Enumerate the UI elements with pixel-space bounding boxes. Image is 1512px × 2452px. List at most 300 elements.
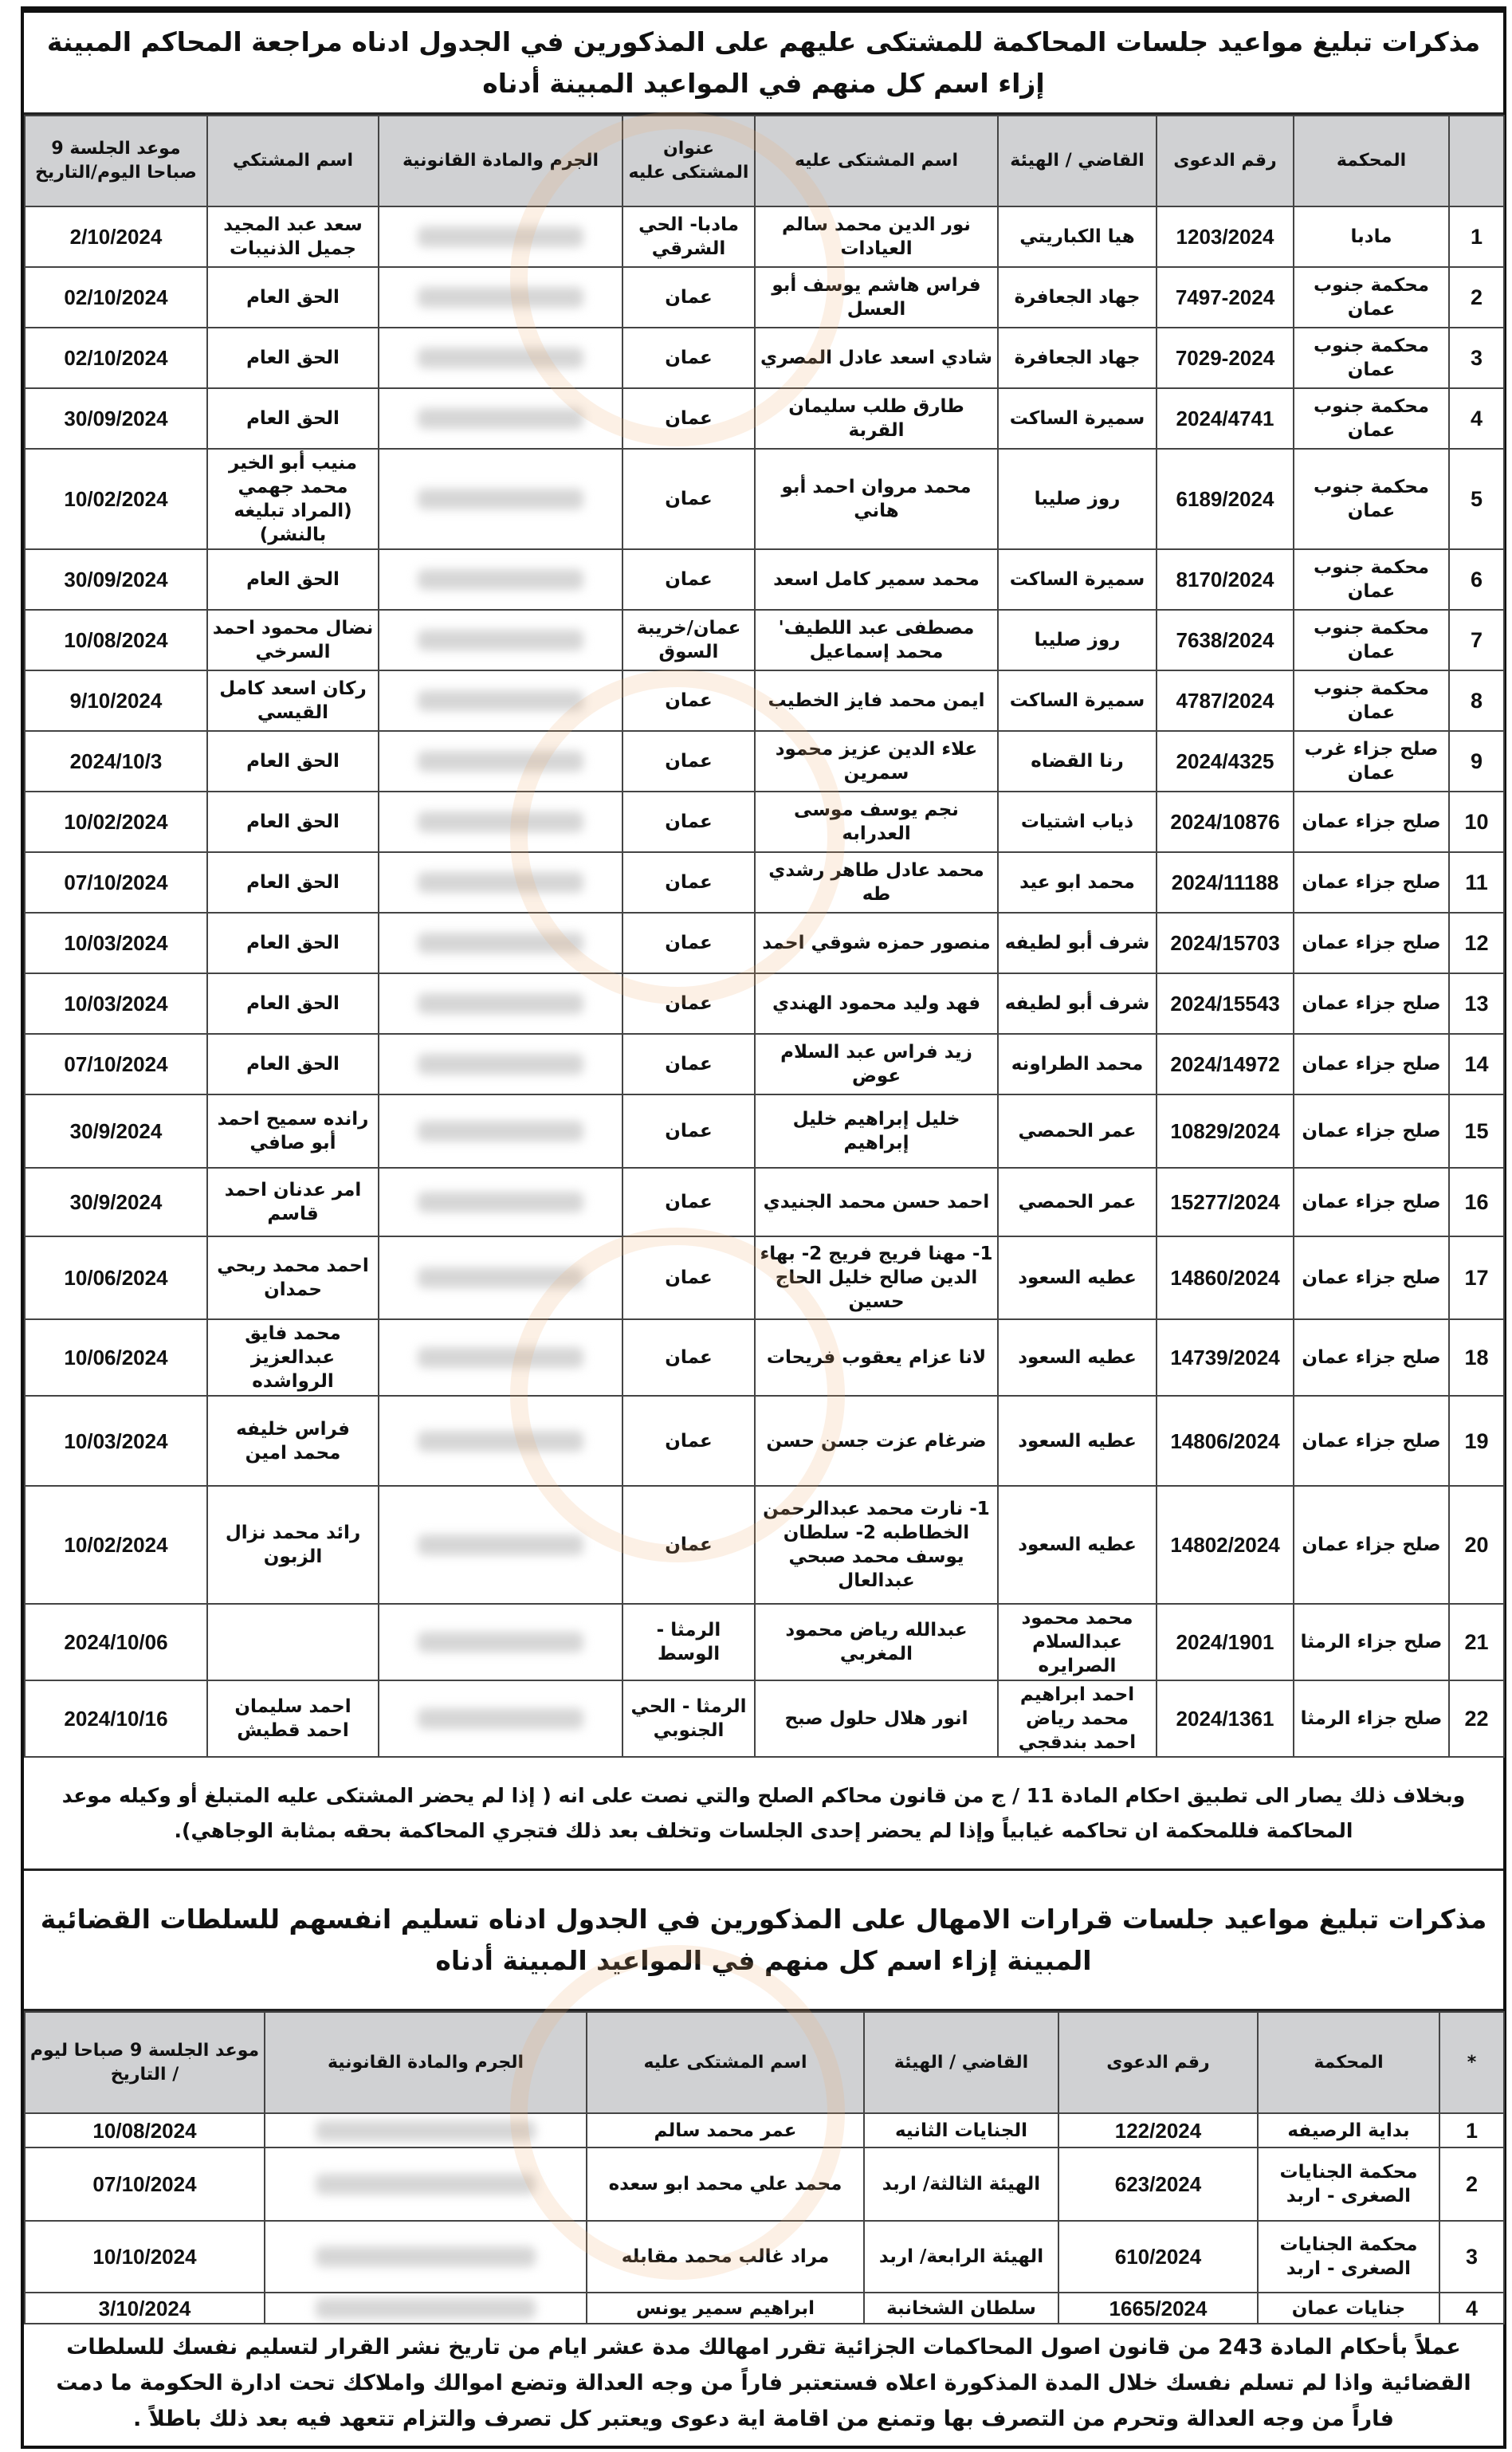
table-cell: الجنايات الثانيه	[864, 2113, 1058, 2147]
redaction-blur	[418, 630, 583, 650]
redaction-blur	[418, 1054, 583, 1075]
table-cell: منيب أبو الخير محمد جهمي (المراد تبليغه بالنشر)	[207, 449, 379, 549]
table-cell: 11	[1449, 852, 1504, 913]
redaction-blur	[418, 569, 583, 590]
redacted-cell	[379, 792, 622, 852]
table-row	[25, 731, 1504, 792]
redacted-cell	[379, 206, 622, 267]
table-cell: طارق طلب سليمان القربة	[755, 388, 998, 449]
table-row	[25, 1396, 1504, 1486]
table-cell: 2024/4325	[1157, 731, 1294, 792]
redacted-cell	[379, 1168, 622, 1236]
table-cell: عمان	[622, 792, 755, 852]
table-cell: 10/02/2024	[25, 449, 207, 549]
table-cell: 4	[1449, 388, 1504, 449]
table-cell: انور هلال حلول صبح	[755, 1680, 998, 1757]
table-cell: 10829/2024	[1157, 1094, 1294, 1168]
table-cell: عمان	[622, 1094, 755, 1168]
table-row	[25, 267, 1504, 328]
table-cell: 1665/2024	[1058, 2293, 1258, 2324]
table-cell: شادي اسعد عادل المصري	[755, 328, 998, 388]
table-cell: 14802/2024	[1157, 1486, 1294, 1604]
redaction-blur	[418, 933, 583, 953]
table-row	[25, 973, 1504, 1034]
table-cell: عمان	[622, 670, 755, 731]
table-cell: مادبا- الحي الشرقي	[622, 206, 755, 267]
redacted-cell	[379, 731, 622, 792]
table-cell: خليل إبراهيم خليل إبراهيم	[755, 1094, 998, 1168]
table-cell: عمان	[622, 731, 755, 792]
table-cell: 07/10/2024	[25, 2147, 265, 2221]
table-row	[25, 549, 1504, 610]
table-cell: عمان	[622, 1396, 755, 1486]
table-cell: 15	[1449, 1094, 1504, 1168]
table-cell: سلطان الشخانبة	[864, 2293, 1058, 2324]
table-cell: 13	[1449, 973, 1504, 1034]
column-header: المحكمة	[1258, 2012, 1439, 2113]
table-cell: 30/9/2024	[25, 1168, 207, 1236]
table-cell: الحق العام	[207, 852, 379, 913]
table-cell: 2024/11188	[1157, 852, 1294, 913]
table-cell: 2024/1361	[1157, 1680, 1294, 1757]
table-cell: 14739/2024	[1157, 1319, 1294, 1396]
redaction-blur	[418, 993, 583, 1014]
table-row	[25, 1034, 1504, 1094]
table-row	[25, 852, 1504, 913]
table-cell: روز صليبا	[998, 449, 1157, 549]
table-row	[25, 1236, 1504, 1319]
table-cell: 2	[1439, 2147, 1504, 2221]
table-cell: 7	[1449, 610, 1504, 670]
table-cell: 2024/1901	[1157, 1604, 1294, 1680]
table-cell: صلح جزاء عمان	[1294, 1168, 1449, 1236]
column-header: *	[1439, 2012, 1504, 2113]
table-cell: محكمة جنوب عمان	[1294, 610, 1449, 670]
table-cell: 10/03/2024	[25, 973, 207, 1034]
table-cell: محمد عادل طاهر رشدي طه	[755, 852, 998, 913]
table-cell: 19	[1449, 1396, 1504, 1486]
table-cell: 14806/2024	[1157, 1396, 1294, 1486]
table-cell: نور الدين محمد سالم العيادات	[755, 206, 998, 267]
table-cell: 16	[1449, 1168, 1504, 1236]
table-cell: محكمة جنوب عمان	[1294, 328, 1449, 388]
section1-title: مذكرات تبليغ مواعيد جلسات المحاكمة للمشتكى عليهم على المذكورين في الجدول ادناه مراجعة المحاكم المبينة إزاء اسم كل منهم في المواعيد المبينة أدناه	[24, 13, 1503, 115]
table-cell: الحق العام	[207, 267, 379, 328]
table-cell: 8	[1449, 670, 1504, 731]
table-cell: لانا عزام يعقوب فريحات	[755, 1319, 998, 1396]
table-cell: الهيئة الثالثة/ اربد	[864, 2147, 1058, 2221]
table-cell: 8170/2024	[1157, 549, 1294, 610]
redaction-blur	[418, 408, 583, 429]
table-cell: عطيه السعود	[998, 1486, 1157, 1604]
table-cell: فراس خليفه محمد امين	[207, 1396, 379, 1486]
table-cell: محمد ابو عيد	[998, 852, 1157, 913]
table-cell: محمد محمود عبدالسلام الصرايره	[998, 1604, 1157, 1680]
redacted-cell	[379, 1034, 622, 1094]
redaction-blur	[418, 1192, 583, 1212]
table-cell: 10	[1449, 792, 1504, 852]
table-row	[25, 1319, 1504, 1396]
table-cell: عمر الحمصي	[998, 1094, 1157, 1168]
table-cell: 22	[1449, 1680, 1504, 1757]
table-cell: 2024/10/3	[25, 731, 207, 792]
redaction-blur	[316, 2246, 536, 2267]
table-cell: عمان	[622, 973, 755, 1034]
redacted-cell	[379, 1680, 622, 1757]
table-row	[25, 670, 1504, 731]
table-cell: عطيه السعود	[998, 1319, 1157, 1396]
table-row	[25, 1680, 1504, 1757]
table-cell: عمان	[622, 1168, 755, 1236]
table-cell: الرمثا - الحي الجنوبي	[622, 1680, 755, 1757]
redacted-cell	[379, 852, 622, 913]
table-cell: 07/10/2024	[25, 1034, 207, 1094]
table-cell: الهيئة الرابعة/ اربد	[864, 2221, 1058, 2293]
table-cell: 1- نارت محمد عبدالرحمن الخطاطبه 2- سلطان يوسف محمد صبحي عبدالعال	[755, 1486, 998, 1604]
table-cell: جهاد الجعافرة	[998, 328, 1157, 388]
table-row	[25, 388, 1504, 449]
hearings-table	[24, 115, 1505, 1758]
table-cell: صلح جزاء عمان	[1294, 913, 1449, 973]
table-cell: نجم يوسف موسى العدرابه	[755, 792, 998, 852]
column-header: موعد الجلسة 9 صباحا ليوم / التاريخ	[25, 2012, 265, 2113]
table-cell: احمد سليمان احمد قطيش	[207, 1680, 379, 1757]
table-cell: صلح جزاء عمان	[1294, 1034, 1449, 1094]
column-header	[1449, 116, 1504, 206]
redaction-blur	[316, 2120, 536, 2141]
table-cell: محكمة جنوب عمان	[1294, 267, 1449, 328]
table-cell: محكمة جنوب عمان	[1294, 549, 1449, 610]
table-cell: سميرة الساكت	[998, 388, 1157, 449]
redacted-cell	[379, 1236, 622, 1319]
table-row	[25, 792, 1504, 852]
table-cell: 122/2024	[1058, 2113, 1258, 2147]
redaction-blur	[418, 751, 583, 772]
table-cell: الحق العام	[207, 1034, 379, 1094]
redaction-blur	[418, 1632, 583, 1652]
redacted-cell	[379, 388, 622, 449]
table-cell: الحق العام	[207, 549, 379, 610]
table-cell: 20	[1449, 1486, 1504, 1604]
table-cell: احمد حسن محمد الجنيدي	[755, 1168, 998, 1236]
table-cell: صلح جزاء غرب عمان	[1294, 731, 1449, 792]
table-row	[25, 2147, 1504, 2221]
table-cell: 2024/10/06	[25, 1604, 207, 1680]
table-cell: جنايات عمان	[1258, 2293, 1439, 2324]
table-cell: الحق العام	[207, 388, 379, 449]
table-cell: محكمة الجنايات الصغرى - اربد	[1258, 2147, 1439, 2221]
table-cell: منصور حمزه شوقي احمد	[755, 913, 998, 973]
table-cell: الحق العام	[207, 731, 379, 792]
table-cell: 9	[1449, 731, 1504, 792]
table-cell: الحق العام	[207, 913, 379, 973]
table-cell: امر عدنان احمد قاسم	[207, 1168, 379, 1236]
column-header: القاضي / الهيئة	[998, 116, 1157, 206]
table-cell: 18	[1449, 1319, 1504, 1396]
table-cell: 2	[1449, 267, 1504, 328]
table-cell: عطيه السعود	[998, 1396, 1157, 1486]
table-cell: 02/10/2024	[25, 328, 207, 388]
table-cell: الحق العام	[207, 973, 379, 1034]
notice-page	[21, 6, 1506, 2449]
table-cell: 30/09/2024	[25, 549, 207, 610]
column-header: اسم المشتكى عليه	[587, 2012, 864, 2113]
table-cell: عمر الحمصي	[998, 1168, 1157, 1236]
table-cell: 14860/2024	[1157, 1236, 1294, 1319]
table-cell: روز صليبا	[998, 610, 1157, 670]
table-cell: 12	[1449, 913, 1504, 973]
table-cell: 3	[1449, 328, 1504, 388]
column-header: القاضي / الهيئة	[864, 2012, 1058, 2113]
table-cell: 30/09/2024	[25, 388, 207, 449]
table-cell: سميرة الساكت	[998, 670, 1157, 731]
table-cell: صلح جزاء عمان	[1294, 1094, 1449, 1168]
redacted-cell	[265, 2221, 587, 2293]
table-cell: جهاد الجعافرة	[998, 267, 1157, 328]
table-cell: احمد ابراهيم محمد رياض احمد بندقجي	[998, 1680, 1157, 1757]
table-row	[25, 206, 1504, 267]
table-cell: عمان	[622, 1319, 755, 1396]
table-cell: صلح جزاء عمان	[1294, 792, 1449, 852]
table-row	[25, 2113, 1504, 2147]
table-row	[25, 1168, 1504, 1236]
table-cell: بداية الرصيفه	[1258, 2113, 1439, 2147]
column-header: موعد الجلسة 9 صباحا اليوم/التاريخ	[25, 116, 207, 206]
table-cell: صلح جزاء عمان	[1294, 1236, 1449, 1319]
table-cell: عمان/خريبة السوق	[622, 610, 755, 670]
table-cell: 10/06/2024	[25, 1319, 207, 1396]
table-row	[25, 1604, 1504, 1680]
table-cell: محكمة جنوب عمان	[1294, 449, 1449, 549]
table-cell: صلح جزاء عمان	[1294, 973, 1449, 1034]
table-cell: مراد غالب محمد مقابله	[587, 2221, 864, 2293]
table-cell: 10/06/2024	[25, 1236, 207, 1319]
table-row	[25, 449, 1504, 549]
table-cell: 10/08/2024	[25, 610, 207, 670]
table-row	[25, 2293, 1504, 2324]
table-cell: 02/10/2024	[25, 267, 207, 328]
table-cell: 2/10/2024	[25, 206, 207, 267]
redacted-cell	[379, 670, 622, 731]
table-cell: نضال محمود احمد السرخي	[207, 610, 379, 670]
table-cell: 6189/2024	[1157, 449, 1294, 549]
table-cell: 10/10/2024	[25, 2221, 265, 2293]
table-cell: 4	[1439, 2293, 1504, 2324]
table-cell: عمان	[622, 549, 755, 610]
table-cell: 2024/4741	[1157, 388, 1294, 449]
redacted-cell	[379, 1486, 622, 1604]
table-cell: 610/2024	[1058, 2221, 1258, 2293]
table-cell: علاء الدين عزيز محمود سمرين	[755, 731, 998, 792]
redaction-blur	[418, 226, 583, 247]
table-cell: 623/2024	[1058, 2147, 1258, 2221]
redacted-cell	[379, 973, 622, 1034]
table-cell: عطيه السعود	[998, 1236, 1157, 1319]
redaction-blur	[418, 1534, 583, 1555]
column-header: رقم الدعوى	[1157, 116, 1294, 206]
table-cell: 6	[1449, 549, 1504, 610]
table-cell: عمر محمد سالم	[587, 2113, 864, 2147]
table-cell: صلح جزاء عمان	[1294, 1486, 1449, 1604]
table-cell: 17	[1449, 1236, 1504, 1319]
table-cell: رانده سميح احمد أبو صافي	[207, 1094, 379, 1168]
table-row	[25, 913, 1504, 973]
column-header: الجرم والمادة القانونية	[379, 116, 622, 206]
table-cell: عمان	[622, 388, 755, 449]
table-cell: زيد فراس عبد السلام عوض	[755, 1034, 998, 1094]
table-cell: محمد فايق عبدالعزيز الرواشده	[207, 1319, 379, 1396]
table-cell: رائد محمد نزال الزبون	[207, 1486, 379, 1604]
table-cell: 3/10/2024	[25, 2293, 265, 2324]
table-cell: شرف أبو لطيفه	[998, 913, 1157, 973]
table-cell: ابراهيم سمير يونس	[587, 2293, 864, 2324]
table-cell: رنا القضاه	[998, 731, 1157, 792]
table-cell: 1	[1439, 2113, 1504, 2147]
redacted-cell	[379, 610, 622, 670]
table-cell: محمد الطراونه	[998, 1034, 1157, 1094]
table-cell: 7029-2024	[1157, 328, 1294, 388]
redaction-blur	[418, 872, 583, 893]
table-cell	[207, 1604, 379, 1680]
column-header: اسم المشتكى عليه	[755, 116, 998, 206]
redaction-blur	[418, 1121, 583, 1142]
table-cell: سعد عبد المجيد جميل الذنيبات	[207, 206, 379, 267]
section2-title: مذكرات تبليغ مواعيد جلسات قرارات الامهال على المذكورين في الجدول ادناه تسليم انفسهم للسلطات القضائية المبينة إزاء اسم كل منهم في المواعيد المبينة أدناه	[24, 1871, 1503, 2011]
table-cell: عمان	[622, 267, 755, 328]
table-row	[25, 610, 1504, 670]
table-cell: ذياب اشتيات	[998, 792, 1157, 852]
table-cell: عمان	[622, 913, 755, 973]
redaction-blur	[418, 690, 583, 711]
table-cell: 3	[1439, 2221, 1504, 2293]
table-cell: 7497-2024	[1157, 267, 1294, 328]
table-cell: 1	[1449, 206, 1504, 267]
table-cell: محكمة جنوب عمان	[1294, 670, 1449, 731]
table-cell: صلح جزاء الرمثا	[1294, 1604, 1449, 1680]
table-cell: الحق العام	[207, 328, 379, 388]
table-cell: احمد محمد ربحي حمدان	[207, 1236, 379, 1319]
table-cell: صلح جزاء عمان	[1294, 852, 1449, 913]
table-row	[25, 2221, 1504, 2293]
redaction-blur	[418, 811, 583, 832]
table-cell: فراس هاشم يوسف أبو العسل	[755, 267, 998, 328]
redacted-cell	[379, 1604, 622, 1680]
table-cell: محمد مروان احمد أبو هاني	[755, 449, 998, 549]
redacted-cell	[379, 1319, 622, 1396]
redacted-cell	[379, 449, 622, 549]
table-cell: 10/08/2024	[25, 2113, 265, 2147]
table-cell: صلح جزاء عمان	[1294, 1319, 1449, 1396]
table-cell: 2024/10876	[1157, 792, 1294, 852]
table-cell: 9/10/2024	[25, 670, 207, 731]
table-cell: مصطفى عبد اللطيف' محمد إسماعيل	[755, 610, 998, 670]
table-cell: محمد سمير كامل اسعد	[755, 549, 998, 610]
section2-note: عملاً بأحكام المادة 243 من قانون اصول المحاكمات الجزائية تقرر امهالك مدة عشر ايام من تاريخ نشر القرار لتسليم نفسك للسلطات القضائية واذا لم تسلم نفسك خلال المدة المذكورة اعلاه فستعتبر فاراً من وجه العدالة وتضع اموالك واملاكك تحت ادارة الحكومة ما دمت فاراً من وجه العدالة وتحرم من التصرف بها وتمنع من اقامة اية دعوى ويعتبر كل تصرف والتزام تتعهد فيه بعد ذلك باطلاً .	[56, 2335, 1471, 2431]
table-cell: 10/03/2024	[25, 1396, 207, 1486]
table-row	[25, 1094, 1504, 1168]
table-cell: 1203/2024	[1157, 206, 1294, 267]
redacted-cell	[379, 328, 622, 388]
redacted-cell	[379, 1094, 622, 1168]
table-cell: 5	[1449, 449, 1504, 549]
column-header: عنوان المشتكى عليه	[622, 116, 755, 206]
redaction-blur	[418, 1267, 583, 1288]
table-cell: 14	[1449, 1034, 1504, 1094]
redaction-blur	[418, 287, 583, 308]
redaction-blur	[418, 1708, 583, 1729]
table-cell: 30/9/2024	[25, 1094, 207, 1168]
redaction-blur	[418, 348, 583, 368]
table-cell: هيا الكباريتي	[998, 206, 1157, 267]
redacted-cell	[265, 2113, 587, 2147]
table-cell: محكمة الجنايات الصغرى - اربد	[1258, 2221, 1439, 2293]
redaction-blur	[316, 2174, 536, 2195]
table-cell: 7638/2024	[1157, 610, 1294, 670]
table-cell: 2024/15543	[1157, 973, 1294, 1034]
redacted-cell	[379, 1396, 622, 1486]
table-cell: عمان	[622, 1486, 755, 1604]
redacted-cell	[265, 2147, 587, 2221]
redaction-blur	[418, 1431, 583, 1452]
redacted-cell	[379, 549, 622, 610]
column-header: اسم المشتكي	[207, 116, 379, 206]
table-cell: صلح جزاء الرمثا	[1294, 1680, 1449, 1757]
table-cell: 2024/15703	[1157, 913, 1294, 973]
table-row	[25, 328, 1504, 388]
deadline-table	[24, 2011, 1505, 2324]
table-cell: 10/03/2024	[25, 913, 207, 973]
redacted-cell	[379, 913, 622, 973]
table-cell: عمان	[622, 449, 755, 549]
column-header: رقم الدعوى	[1058, 2012, 1258, 2113]
table-cell: 07/10/2024	[25, 852, 207, 913]
table-cell: 1- مهنا فريج فريج 2- بهاء الدين صالح خليل الحاج حسين	[755, 1236, 998, 1319]
table-cell: ايمن محمد فايز الخطيب	[755, 670, 998, 731]
column-header: الجرم والمادة القانونية	[265, 2012, 587, 2113]
redacted-cell	[265, 2293, 587, 2324]
table-cell: عبدالله رياض محمود المغربي	[755, 1604, 998, 1680]
table-cell: ضرغام عزت جسن حسن	[755, 1396, 998, 1486]
table-cell: محكمة جنوب عمان	[1294, 388, 1449, 449]
section1-note: وبخلاف ذلك يصار الى تطبيق احكام المادة 11 / ج من قانون محاكم الصلح والتي نصت على انه ( إذا لم يحضر المشتكى عليه المتبلغ أو وكيله موعد المحاكمة فللمحكمة ان تحاكمه غيابياً وإذا لم يحضر إحدى الجلسات وتخلف بعد ذلك فتجري المحاكمة بحقه بمثابة الوجاهي).	[24, 1758, 1503, 1871]
table-cell: شرف أبو لطيفه	[998, 973, 1157, 1034]
table-cell: محمد علي محمد ابو سعده	[587, 2147, 864, 2221]
table-cell: سميرة الساكت	[998, 549, 1157, 610]
table-cell: الحق العام	[207, 792, 379, 852]
table-cell: 4787/2024	[1157, 670, 1294, 731]
table-cell: عمان	[622, 328, 755, 388]
table-cell: عمان	[622, 852, 755, 913]
table-cell: فهد وليد محمود الهندي	[755, 973, 998, 1034]
table-cell: عمان	[622, 1034, 755, 1094]
table-cell: ركان اسعد كامل القيسي	[207, 670, 379, 731]
table-cell: 10/02/2024	[25, 1486, 207, 1604]
table-cell: الرمثا - الوسط	[622, 1604, 755, 1680]
redaction-blur	[418, 1347, 583, 1368]
table-cell: عمان	[622, 1236, 755, 1319]
redaction-blur	[316, 2298, 536, 2319]
table-cell: 10/02/2024	[25, 792, 207, 852]
column-header: المحكمة	[1294, 116, 1449, 206]
redacted-cell	[379, 267, 622, 328]
table-row	[25, 1486, 1504, 1604]
table-cell: 15277/2024	[1157, 1168, 1294, 1236]
table-cell: 2024/10/16	[25, 1680, 207, 1757]
table-cell: صلح جزاء عمان	[1294, 1396, 1449, 1486]
table-cell: 21	[1449, 1604, 1504, 1680]
table-cell: مادبا	[1294, 206, 1449, 267]
table-cell: 2024/14972	[1157, 1034, 1294, 1094]
